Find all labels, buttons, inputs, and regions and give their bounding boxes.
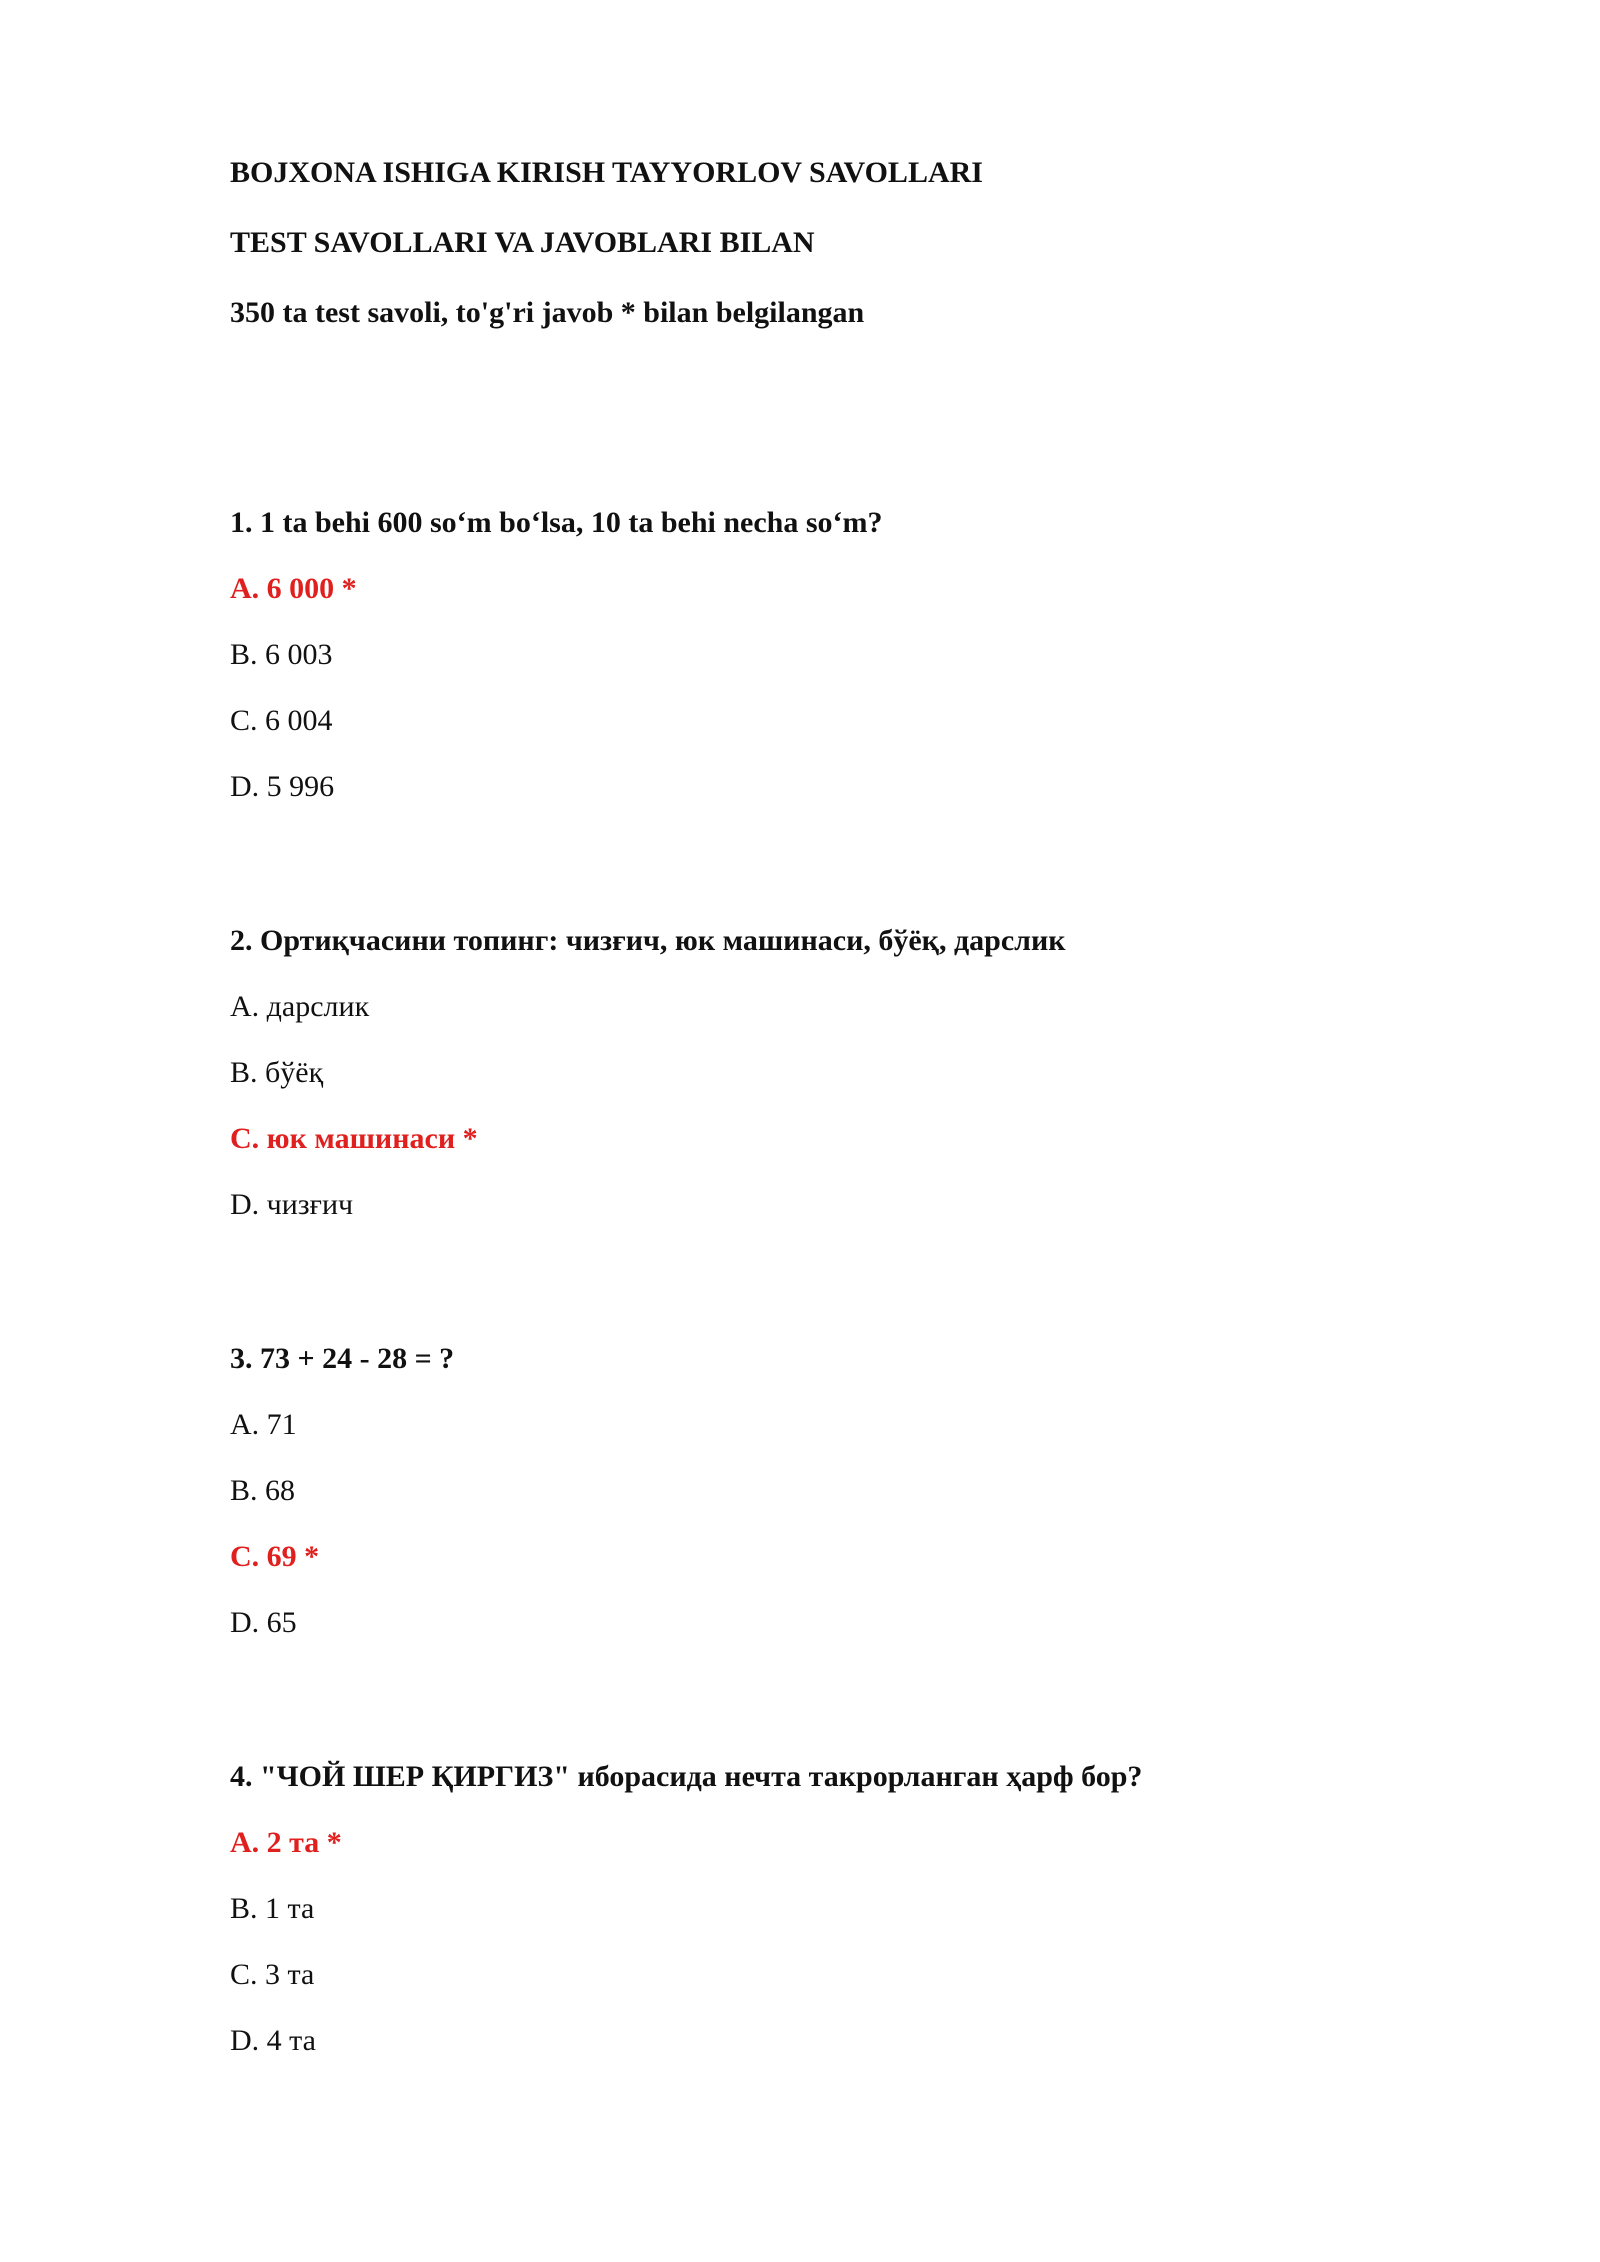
option-d: D. чизғич xyxy=(230,1188,354,1221)
option-b: B. 68 xyxy=(230,1474,296,1507)
document-subtitle: TEST SAVOLLARI VA JAVOBLARI BILAN xyxy=(230,226,815,259)
option-a: A. 71 xyxy=(230,1408,297,1441)
option-c: C. 6 004 xyxy=(230,704,333,737)
option-a: A. дарслик xyxy=(230,990,370,1023)
option-b: B. 6 003 xyxy=(230,638,333,671)
question-text: 2. Ортиқчасини топинг: чизғич, юк машинаси, бўёқ, дарслик xyxy=(230,924,1066,957)
option-d: D. 5 996 xyxy=(230,770,335,803)
option-a: A. 2 та * xyxy=(230,1826,342,1859)
option-c: C. юк машинаси * xyxy=(230,1122,478,1155)
question-4 xyxy=(230,1762,1530,2056)
question-2 xyxy=(230,926,1530,1220)
option-c: C. 3 та xyxy=(230,1958,315,1991)
option-b: B. 1 та xyxy=(230,1892,315,1925)
question-text: 4. "ЧОЙ ШЕР ҚИРГИЗ" иборасида нечта такрорланган ҳарф бор? xyxy=(230,1760,1143,1793)
question-text: 3. 73 + 24 - 28 = ? xyxy=(230,1342,455,1375)
option-c: C. 69 * xyxy=(230,1540,320,1573)
question-text: 1. 1 ta behi 600 so‘m bo‘lsa, 10 ta behi necha so‘m? xyxy=(230,506,883,539)
document-note: 350 ta test savoli, to'g'ri javob * bilan belgilangan xyxy=(230,296,865,329)
option-b: B. бўёқ xyxy=(230,1056,324,1089)
question-1 xyxy=(230,508,1530,802)
question-3 xyxy=(230,1344,1530,1638)
option-d: D. 65 xyxy=(230,1606,297,1639)
document-title: BOJXONA ISHIGA KIRISH TAYYORLOV SAVOLLARI xyxy=(230,156,983,189)
option-d: D. 4 та xyxy=(230,2024,316,2057)
option-a: A. 6 000 * xyxy=(230,572,357,605)
